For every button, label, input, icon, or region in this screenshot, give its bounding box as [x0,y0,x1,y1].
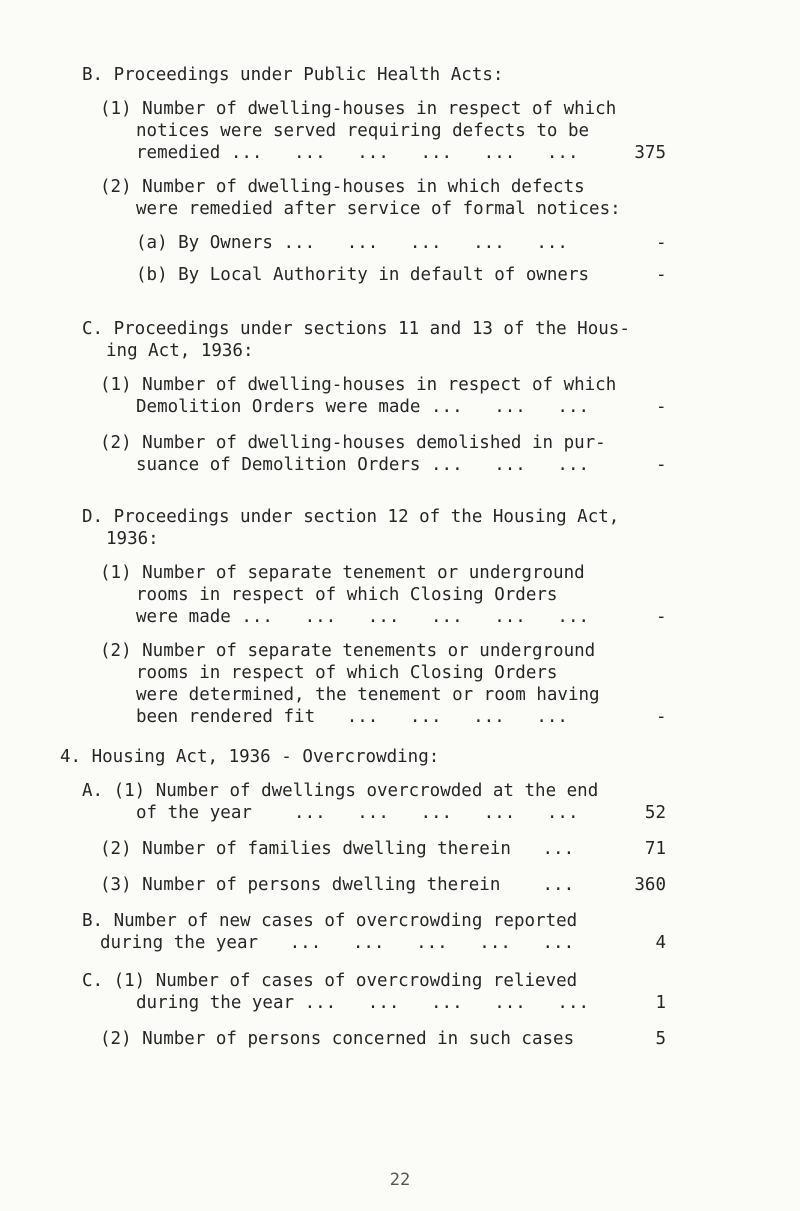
page-number: 22 [389,1170,411,1190]
section-4-heading: 4. Housing Act, 1936 - Overcrowding: [60,747,440,767]
section-d-heading-2: 1936: [106,529,159,549]
b2-line-1: (2) Number of dwelling-houses in which defects [100,177,585,197]
4b-line-1: B. Number of new cases of overcrowding reported [82,911,578,931]
4a3-value: 360 [634,875,666,895]
4c1-line-2: during the year ... ... ... ... ... [136,993,590,1013]
4b-value: 4 [655,933,666,953]
c1-value: - [656,397,667,417]
4c1-line-1: C. (1) Number of cases of overcrowding relieved [82,971,578,991]
d2-line-3: were determined, the tenement or room having [136,685,600,705]
4a1-line-1: A. (1) Number of dwellings overcrowded at the end [82,781,599,801]
d2-line-1: (2) Number of separate tenements or underground [100,641,596,661]
d1-line-1: (1) Number of separate tenement or underground [100,563,585,583]
d2-value: - [656,707,667,727]
section-b-heading: B. Proceedings under Public Health Acts: [82,65,504,85]
4b-line-2: during the year ... ... ... ... ... [100,933,575,953]
4a3-line: (3) Number of persons dwelling therein ... [100,875,575,895]
b2b-value: - [656,265,667,285]
d1-value: - [656,607,667,627]
4a2-line: (2) Number of families dwelling therein ... [100,839,575,859]
section-c-heading-2: ing Act, 1936: [106,341,254,361]
c1-line-1: (1) Number of dwelling-houses in respect of which [100,375,617,395]
4c2-line: (2) Number of persons concerned in such cases [100,1029,575,1049]
b1-value: 375 [634,143,666,163]
b1-line-2: notices were served requiring defects to be [136,121,590,141]
section-d-heading-1: D. Proceedings under section 12 of the Housing Act, [82,507,620,527]
c2-line-1: (2) Number of dwelling-houses demolished in pur- [100,433,606,453]
4c2-value: 5 [655,1029,666,1049]
4c1-value: 1 [655,993,666,1013]
b2a-value: - [656,233,667,253]
section-c-heading-1: C. Proceedings under sections 11 and 13 of the Hous- [82,319,630,339]
4a2-value: 71 [644,839,666,859]
4a1-value: 52 [644,803,666,823]
b2-line-2: were remedied after service of formal notices: [136,199,621,219]
b2b-line: (b) By Local Authority in default of owners [136,265,590,285]
d1-line-2: rooms in respect of which Closing Orders [136,585,558,605]
d2-line-2: rooms in respect of which Closing Orders [136,663,558,683]
b2a-line: (a) By Owners ... ... ... ... ... [136,233,568,253]
b1-line-3: remedied ... ... ... ... ... ... [136,143,579,163]
c1-line-2: Demolition Orders were made ... ... ... [136,397,590,417]
c2-line-2: suance of Demolition Orders ... ... ... [136,455,590,475]
d1-line-3: were made ... ... ... ... ... ... [136,607,590,627]
b1-line-1: (1) Number of dwelling-houses in respect of which [100,99,617,119]
c2-value: - [656,455,667,475]
4a1-line-2: of the year ... ... ... ... ... [136,803,579,823]
d2-line-4: been rendered fit ... ... ... ... [136,707,568,727]
